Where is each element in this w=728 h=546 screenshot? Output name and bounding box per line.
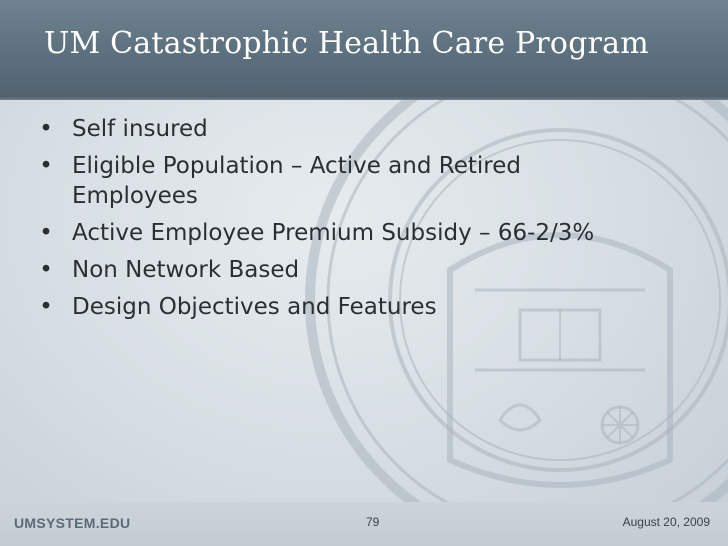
bullet-glyph: • (39, 116, 53, 142)
bullet-glyph: • (39, 257, 53, 283)
footer-page-number: 79 (366, 515, 380, 529)
bullet-glyph: • (39, 153, 53, 179)
bullet-text: Active Employee Premium Subsidy – 66-2/3% (72, 220, 595, 246)
slide-title: UM Catastrophic Health Care Program (44, 26, 649, 61)
bullet-item (34, 151, 654, 211)
bullet-item (34, 114, 654, 144)
bullet-text: Non Network Based (72, 257, 300, 283)
bullet-glyph: • (39, 220, 53, 246)
bullet-list (34, 114, 654, 329)
bullet-item (34, 255, 654, 285)
slide-footer (0, 502, 728, 546)
footer-date: August 20, 2009 (622, 515, 710, 529)
bullet-item (34, 292, 654, 322)
bullet-text: Self insured (72, 116, 208, 142)
footer-site-brand: UMSYSTEM.EDU (14, 515, 131, 531)
bullet-item (34, 218, 654, 248)
bullet-text: Eligible Population – Active and Retired Employees (72, 153, 521, 209)
title-bar (0, 0, 728, 100)
bullet-glyph: • (39, 294, 53, 320)
bullet-text: Design Objectives and Features (72, 294, 437, 320)
